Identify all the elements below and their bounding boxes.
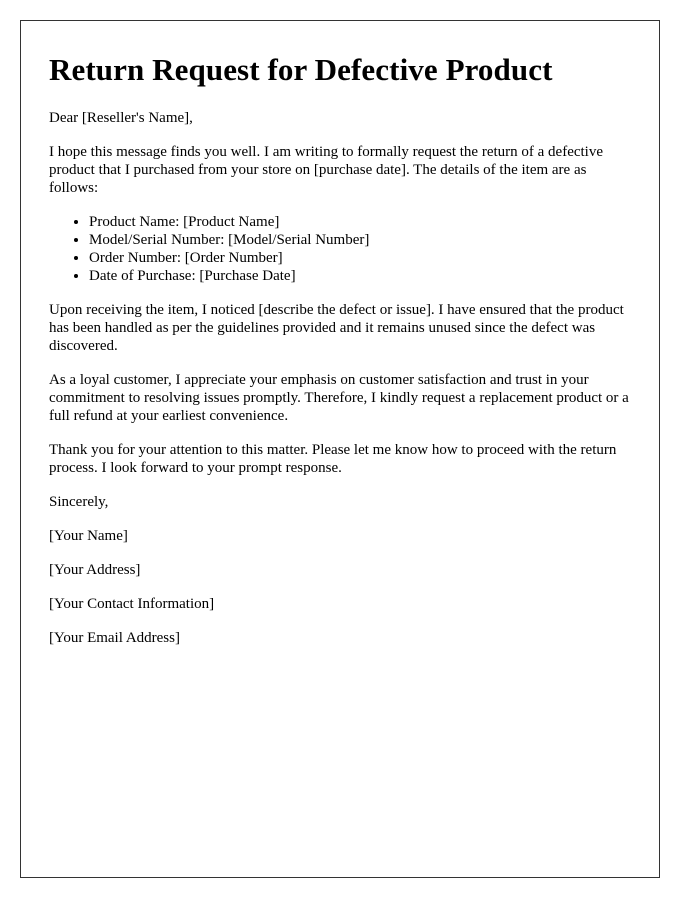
sign-off: Sincerely, xyxy=(49,494,109,510)
signature-contact: [Your Contact Information] xyxy=(49,596,215,612)
greeting: Dear [Reseller's Name], xyxy=(49,110,193,126)
signature-name: [Your Name] xyxy=(49,528,128,544)
intro-paragraph: I hope this message finds you well. I am writing to formally request the return of a defective product that I purchased from your store on [purchase date]. The details of the item are as follows: xyxy=(49,144,604,196)
list-item-product-name: • Product Name: [Product Name] xyxy=(89,213,631,231)
product-details-list xyxy=(49,213,631,285)
signature-address: [Your Address] xyxy=(49,562,141,578)
list-item-purchase-date: • Date of Purchase: [Purchase Date] xyxy=(89,267,631,285)
list-item-order-number: • Order Number: [Order Number] xyxy=(89,249,631,267)
closing-paragraph: Thank you for your attention to this matter. Please let me know how to proceed with the return process. I look forward to your prompt response. xyxy=(49,442,617,476)
list-item-model-serial: • Model/Serial Number: [Model/Serial Number] xyxy=(89,231,631,249)
request-paragraph: As a loyal customer, I appreciate your emphasis on customer satisfaction and trust in your commitment to resolving issues promptly. Therefore, I kindly request a replacement product or a full refund at your earliest convenience. xyxy=(49,372,629,424)
letter-page xyxy=(20,20,660,878)
defect-paragraph: Upon receiving the item, I noticed [describe the defect or issue]. I have ensured that the product has been handled as per the guidelines provided and it remains unused since the defect was discovered. xyxy=(49,302,624,354)
letter-title: Return Request for Defective Product xyxy=(49,52,553,87)
signature-email: [Your Email Address] xyxy=(49,630,180,646)
